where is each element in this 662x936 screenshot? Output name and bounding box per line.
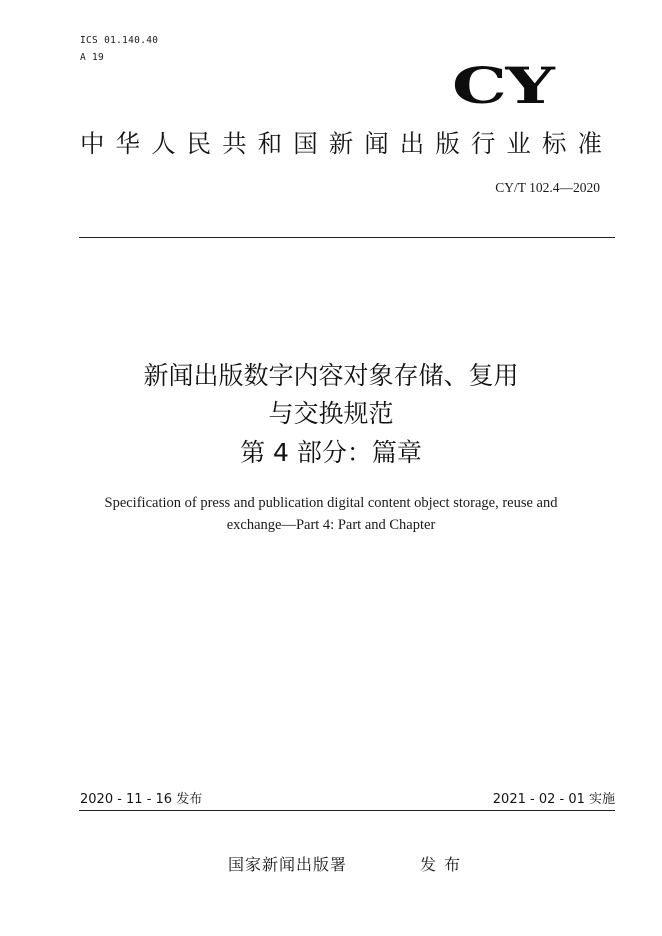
category-char: 出 xyxy=(399,129,425,158)
english-title-line-2: exchange—Part 4: Part and Chapter xyxy=(226,517,436,533)
title-line-3: 第 4 部分：篇章 xyxy=(240,438,422,467)
top-divider xyxy=(79,237,615,238)
standard-category-title xyxy=(80,128,602,160)
category-char: 和 xyxy=(257,129,283,158)
english-title-line-1: Specification of press and publication digital content object storage, reuse and xyxy=(104,495,558,511)
cy-logo: CY xyxy=(452,56,554,115)
category-char: 国 xyxy=(293,129,318,158)
ics-code: ICS 01.140.40 xyxy=(80,35,159,46)
category-char: 标 xyxy=(541,129,567,158)
title-line-1: 新闻出版数字内容对象存储、复用 xyxy=(143,361,519,390)
category-char: 人 xyxy=(151,129,176,158)
category-char: 行 xyxy=(470,129,496,158)
category-char: 闻 xyxy=(364,129,389,158)
category-char: 新 xyxy=(328,129,354,158)
issue-label: 发布 xyxy=(420,855,469,874)
category-char: 准 xyxy=(577,129,602,158)
issue-date: 2020 - 11 - 16 发布 xyxy=(80,792,203,807)
bottom-divider xyxy=(79,810,615,811)
title-line-2: 与交换规范 xyxy=(268,399,394,428)
issuing-authority: 国家新闻出版署 xyxy=(228,855,348,874)
category-char: 中 xyxy=(80,129,105,158)
classification-code: A 19 xyxy=(80,52,105,63)
category-char: 版 xyxy=(435,129,460,158)
standard-number: CY/T 102.4—2020 xyxy=(495,180,600,195)
category-char: 民 xyxy=(186,129,212,158)
implementation-date: 2021 - 02 - 01 实施 xyxy=(492,792,615,807)
category-char: 华 xyxy=(115,129,141,158)
category-char: 共 xyxy=(222,129,247,158)
category-char: 业 xyxy=(506,129,531,158)
